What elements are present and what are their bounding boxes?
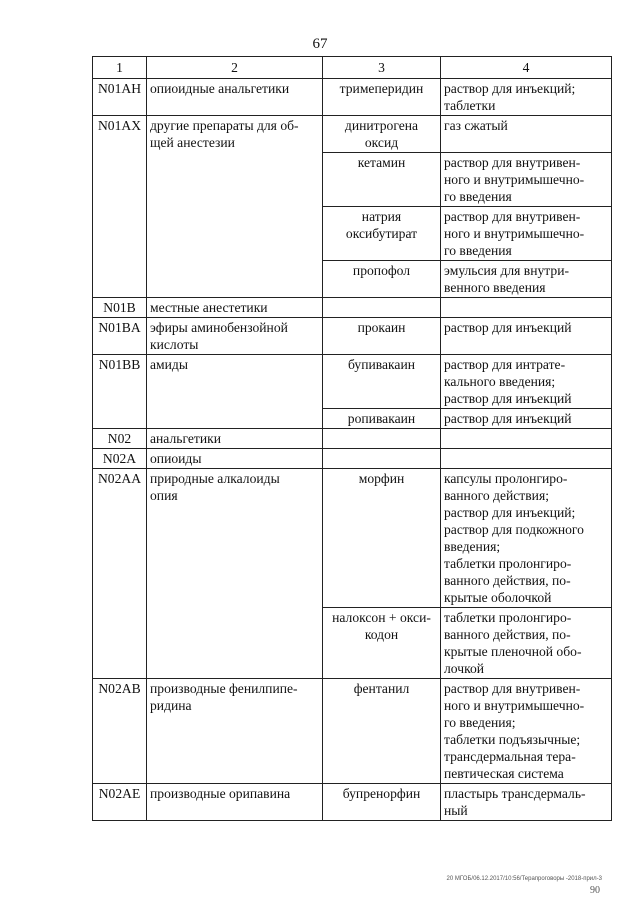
atc-code-cell: N02 bbox=[93, 429, 147, 449]
atc-code-cell: N02AA bbox=[93, 469, 147, 679]
atc-code-cell: N01B bbox=[93, 298, 147, 318]
dosage-form-cell: газ сжатый bbox=[441, 116, 612, 153]
dosage-form-cell: таблетки пролонгиро- ванного действия, по- крытые пленочной обо- лочкой bbox=[441, 608, 612, 679]
footer-mark: 90 bbox=[590, 885, 600, 896]
table-row bbox=[93, 469, 612, 608]
atc-code-cell: N02AE bbox=[93, 784, 147, 821]
drug-name-cell: тримеперидин bbox=[323, 79, 441, 116]
dosage-form-cell: раствор для внутривен- ного и внутримышечно- го введения bbox=[441, 207, 612, 261]
dosage-form-cell: раствор для инъекций bbox=[441, 409, 612, 429]
atc-code-cell: N01AX bbox=[93, 116, 147, 298]
dosage-form-cell: раствор для интрате- кального введения; раствор для инъекций bbox=[441, 355, 612, 409]
dosage-form-cell: пластырь трансдермаль- ный bbox=[441, 784, 612, 821]
group-name-cell: другие препараты для об- щей анестезии bbox=[147, 116, 323, 298]
dosage-form-cell: раствор для инъекций; таблетки bbox=[441, 79, 612, 116]
header-cell: 2 bbox=[147, 57, 323, 79]
dosage-form-cell: капсулы пролонгиро- ванного действия; раствор для инъекций; раствор для подкожного введения; таблетки пролонгиро- ванного действия, по- крытые оболочкой bbox=[441, 469, 612, 608]
drug-name-cell: бупренорфин bbox=[323, 784, 441, 821]
group-name-cell: эфиры аминобензойной кислоты bbox=[147, 318, 323, 355]
drug-name-cell: натрия оксибутират bbox=[323, 207, 441, 261]
atc-code-cell: N01BA bbox=[93, 318, 147, 355]
group-name-cell: опиоидные анальгетики bbox=[147, 79, 323, 116]
dosage-form-cell: раствор для внутривен- ного и внутримышечно- го введения bbox=[441, 153, 612, 207]
header-cell: 4 bbox=[441, 57, 612, 79]
drug-name-cell bbox=[323, 298, 441, 318]
header-row bbox=[93, 57, 612, 79]
drug-name-cell: морфин bbox=[323, 469, 441, 608]
table-row bbox=[93, 318, 612, 355]
group-name-cell: производные фенилпипе- ридина bbox=[147, 679, 323, 784]
group-name-cell: опиоиды bbox=[147, 449, 323, 469]
drug-table bbox=[92, 56, 612, 821]
drug-name-cell bbox=[323, 449, 441, 469]
dosage-form-cell bbox=[441, 298, 612, 318]
group-name-cell: производные орипавина bbox=[147, 784, 323, 821]
atc-code-cell: N01AH bbox=[93, 79, 147, 116]
drug-name-cell: пропофол bbox=[323, 261, 441, 298]
table-row bbox=[93, 298, 612, 318]
dosage-form-cell: раствор для внутривен- ного и внутримышечно- го введения; таблетки подъязычные; трансдермальная тера- певтическая система bbox=[441, 679, 612, 784]
drug-name-cell: бупивакаин bbox=[323, 355, 441, 409]
drug-name-cell: динитрогена оксид bbox=[323, 116, 441, 153]
table-row bbox=[93, 449, 612, 469]
atc-code-cell: N02A bbox=[93, 449, 147, 469]
dosage-form-cell bbox=[441, 429, 612, 449]
drug-name-cell: фентанил bbox=[323, 679, 441, 784]
table-row bbox=[93, 679, 612, 784]
dosage-form-cell bbox=[441, 449, 612, 469]
table-row bbox=[93, 784, 612, 821]
group-name-cell: амиды bbox=[147, 355, 323, 429]
drug-name-cell: прокаин bbox=[323, 318, 441, 355]
footer-stamp: 20 МГОБ/06.12.2017/10:56/Терапроговоры -2018-прил-3 bbox=[446, 876, 602, 882]
group-name-cell: природные алкалоиды опия bbox=[147, 469, 323, 679]
drug-name-cell: кетамин bbox=[323, 153, 441, 207]
header-cell: 3 bbox=[323, 57, 441, 79]
table-row bbox=[93, 79, 612, 116]
atc-code-cell: N01BB bbox=[93, 355, 147, 429]
drug-name-cell bbox=[323, 429, 441, 449]
atc-code-cell: N02AB bbox=[93, 679, 147, 784]
header-cell: 1 bbox=[93, 57, 147, 79]
dosage-form-cell: эмульсия для внутри- венного введения bbox=[441, 261, 612, 298]
table-row bbox=[93, 355, 612, 409]
dosage-form-cell: раствор для инъекций bbox=[441, 318, 612, 355]
group-name-cell: местные анестетики bbox=[147, 298, 323, 318]
drug-name-cell: ропивакаин bbox=[323, 409, 441, 429]
drug-name-cell: налоксон + окси- кодон bbox=[323, 608, 441, 679]
table-row bbox=[93, 429, 612, 449]
group-name-cell: анальгетики bbox=[147, 429, 323, 449]
page-number: 67 bbox=[312, 36, 328, 52]
table-row bbox=[93, 116, 612, 153]
